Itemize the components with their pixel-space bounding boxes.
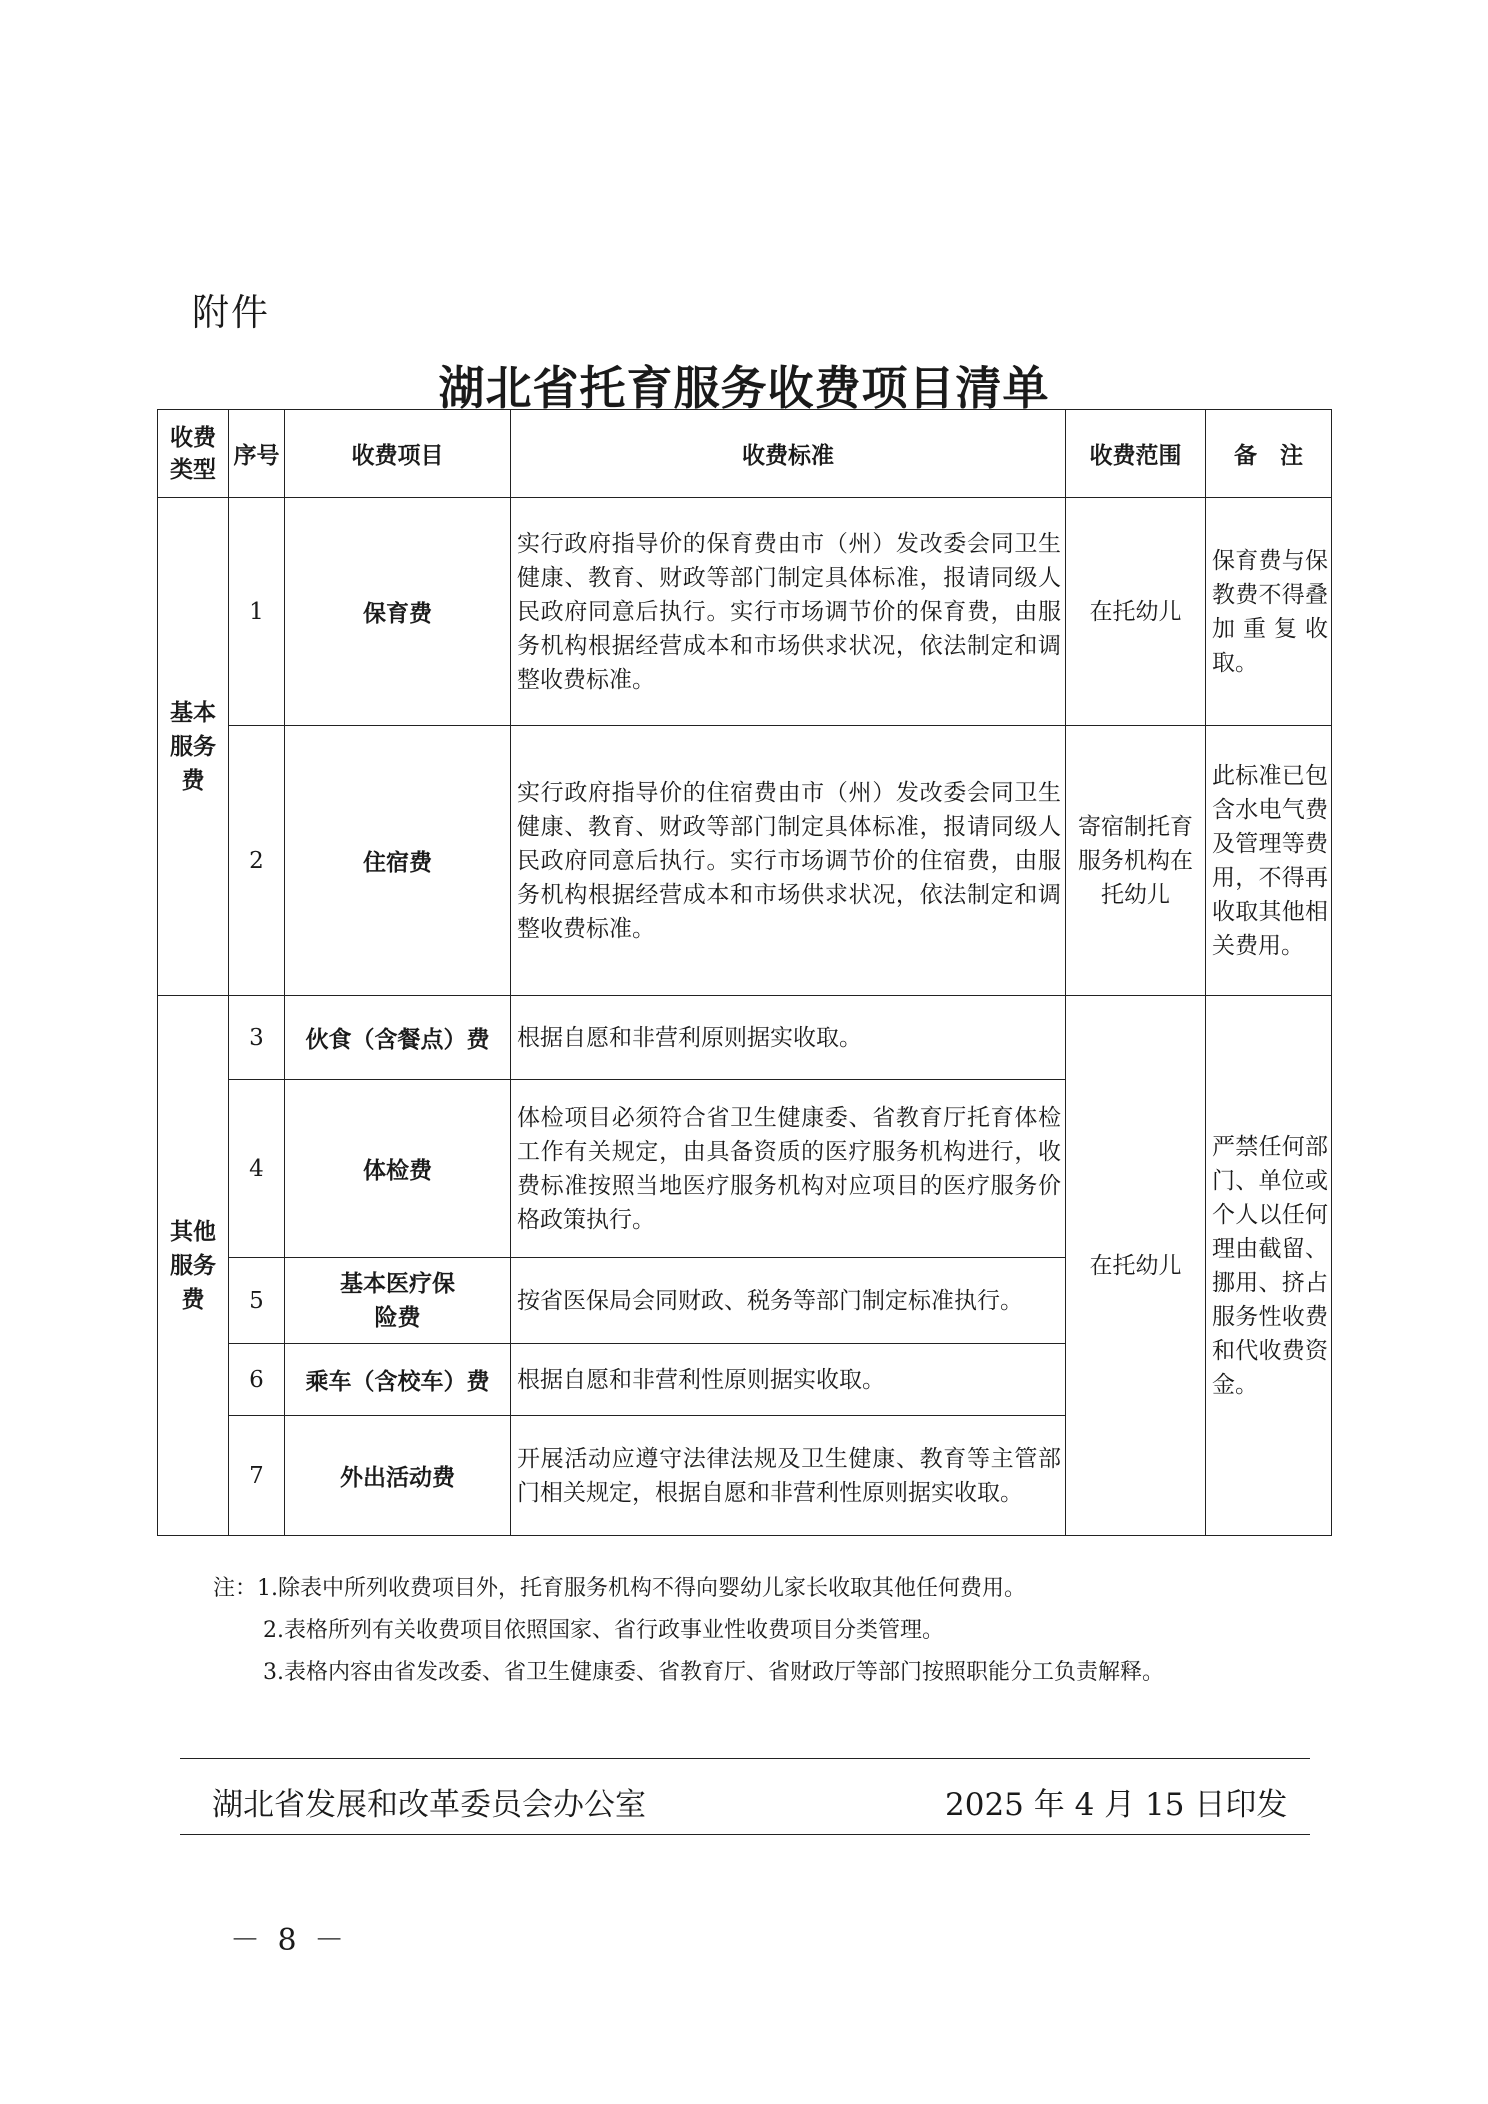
row-index: 2 bbox=[229, 726, 285, 996]
fee-scope: 寄宿制托育服务机构在托幼儿 bbox=[1066, 726, 1206, 996]
footer-bottom-rule bbox=[180, 1834, 1310, 1835]
fee-standard: 实行政府指导价的保育费由市（州）发改委会同卫生健康、教育、财政等部门制定具体标准，报请同级人民政府同意后执行。实行市场调节价的保育费，由服务机构根据经营成本和市场供求状况，依法制定和调整收费标准。 bbox=[511, 498, 1066, 726]
footer-top-rule bbox=[180, 1758, 1310, 1759]
fee-item: 基本医疗保险费 bbox=[285, 1258, 511, 1344]
fee-scope: 在托幼儿 bbox=[1066, 498, 1206, 726]
fee-item: 乘车（含校车）费 bbox=[285, 1344, 511, 1416]
fee-remark: 此标准已包含水电气费及管理等费用，不得再收取其他相关费用。 bbox=[1206, 726, 1332, 996]
fee-standard: 根据自愿和非营利性原则据实收取。 bbox=[511, 1344, 1066, 1416]
notes-prefix: 注： bbox=[213, 1576, 258, 1601]
header-fee-item: 收费项目 bbox=[285, 410, 511, 498]
row-index: 7 bbox=[229, 1416, 285, 1536]
fee-remark: 保育费与保教费不得叠加重复收取。 bbox=[1206, 498, 1332, 726]
fee-item: 住宿费 bbox=[285, 726, 511, 996]
note-text: 2.表格所列有关收费项目依照国家、省行政事业性收费项目分类管理。 bbox=[263, 1618, 944, 1643]
table-header-row bbox=[158, 410, 1332, 498]
fee-standard: 实行政府指导价的住宿费由市（州）发改委会同卫生健康、教育、财政等部门制定具体标准，报请同级人民政府同意后执行。实行市场调节价的住宿费，由服务机构根据经营成本和市场供求状况，依法制定和调整收费标准。 bbox=[511, 726, 1066, 996]
fee-standard: 根据自愿和非营利原则据实收取。 bbox=[511, 996, 1066, 1080]
page-title: 湖北省托育服务收费项目清单 bbox=[438, 361, 1050, 415]
note-item bbox=[213, 1652, 1164, 1694]
fee-type-basic: 基本服务费 bbox=[158, 498, 229, 996]
fee-standard: 开展活动应遵守法律法规及卫生健康、教育等主管部门相关规定，根据自愿和非营利性原则据实收取。 bbox=[511, 1416, 1066, 1536]
row-index: 6 bbox=[229, 1344, 285, 1416]
fee-type-other: 其他服务费 bbox=[158, 996, 229, 1536]
header-fee-scope: 收费范围 bbox=[1066, 410, 1206, 498]
fee-standard: 体检项目必须符合省卫生健康委、省教育厅托育体检工作有关规定，由具备资质的医疗服务机构进行，收费标准按照当地医疗服务机构对应项目的医疗服务价格政策执行。 bbox=[511, 1080, 1066, 1258]
header-remark: 备 注 bbox=[1206, 410, 1332, 498]
page-number: － 8 － bbox=[230, 1923, 349, 1958]
fee-table bbox=[157, 409, 1332, 1536]
row-index: 3 bbox=[229, 996, 285, 1080]
attachment-label: 附件 bbox=[192, 291, 270, 334]
row-index: 4 bbox=[229, 1080, 285, 1258]
note-text: 3.表格内容由省发改委、省卫生健康委、省教育厅、省财政厅等部门按照职能分工负责解释。 bbox=[263, 1660, 1164, 1685]
fee-item: 外出活动费 bbox=[285, 1416, 511, 1536]
fee-item: 体检费 bbox=[285, 1080, 511, 1258]
fee-item: 保育费 bbox=[285, 498, 511, 726]
row-index: 5 bbox=[229, 1258, 285, 1344]
footer-issuer: 湖北省发展和改革委员会办公室 bbox=[212, 1787, 646, 1823]
footer-date: 2025 年 4 月 15 日印发 bbox=[945, 1787, 1288, 1823]
table-row bbox=[158, 996, 1332, 1080]
table-row bbox=[158, 726, 1332, 996]
fee-item: 伙食（含餐点）费 bbox=[285, 996, 511, 1080]
note-item bbox=[213, 1610, 1164, 1652]
header-index: 序号 bbox=[229, 410, 285, 498]
table-row bbox=[158, 498, 1332, 726]
fee-standard: 按省医保局会同财政、税务等部门制定标准执行。 bbox=[511, 1258, 1066, 1344]
header-fee-standard: 收费标准 bbox=[511, 410, 1066, 498]
row-index: 1 bbox=[229, 498, 285, 726]
fee-scope-other: 在托幼儿 bbox=[1066, 996, 1206, 1536]
fee-remark-other: 严禁任何部门、单位或个人以任何理由截留、挪用、挤占服务性收费和代收费资金。 bbox=[1206, 996, 1332, 1536]
header-fee-type: 收费类型 bbox=[158, 410, 229, 498]
note-text: 1.除表中所列收费项目外，托育服务机构不得向婴幼儿家长收取其他任何费用。 bbox=[257, 1576, 1027, 1601]
notes-section bbox=[213, 1568, 1164, 1694]
note-item bbox=[213, 1568, 1164, 1610]
